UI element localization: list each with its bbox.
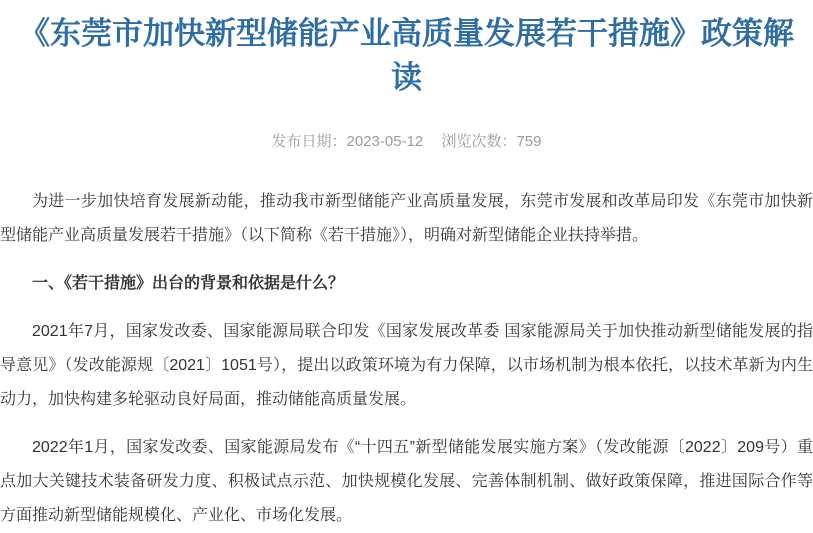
section-heading-1: 一、《若干措施》出台的背景和依据是什么？ [32, 275, 345, 292]
publish-date [272, 130, 424, 151]
view-count-value: 759 [516, 133, 542, 150]
paragraph-2021-policy: 2021年7月，国家发改委、国家能源局联合印发《国家发展改革委 国家能源局关于加快推动新型储能发展的指导意见》（发改能源规〔2021〕1051号），提出以政策环境为有力保障，以市场机制为根本依托，以技术革新为内生动力，加快构建多轮驱动良好局面，推动储能高质量发展。 [0, 323, 813, 408]
view-count [441, 130, 541, 151]
article-body [0, 185, 813, 533]
publish-date-value: 2023-05-12 [346, 133, 424, 150]
view-count-label: 浏览次数： [441, 133, 517, 150]
page-title: 《东莞市加快新型储能产业高质量发展若干措施》政策解读 [19, 16, 794, 95]
paragraph-2022-policy: 2022年1月，国家发改委、国家能源局发布《“十四五”新型储能发展实施方案》（发改能源〔2022〕209号）重点加大关键技术装备研发力度、积极试点示范、加快规模化发展、完善体制机制、做好政策保障，推进国际合作等方面推动新型储能规模化、产业化、市场化发展。 [0, 439, 813, 524]
article-meta [0, 130, 813, 151]
publish-date-label: 发布日期： [271, 133, 347, 150]
paragraph-intro: 为进一步加快培育发展新动能，推动我市新型储能产业高质量发展，东莞市发展和改革局印发《东莞市加快新型储能产业高质量发展若干措施》（以下简称《若干措施》），明确对新型储能企业扶持举措。 [0, 193, 813, 244]
